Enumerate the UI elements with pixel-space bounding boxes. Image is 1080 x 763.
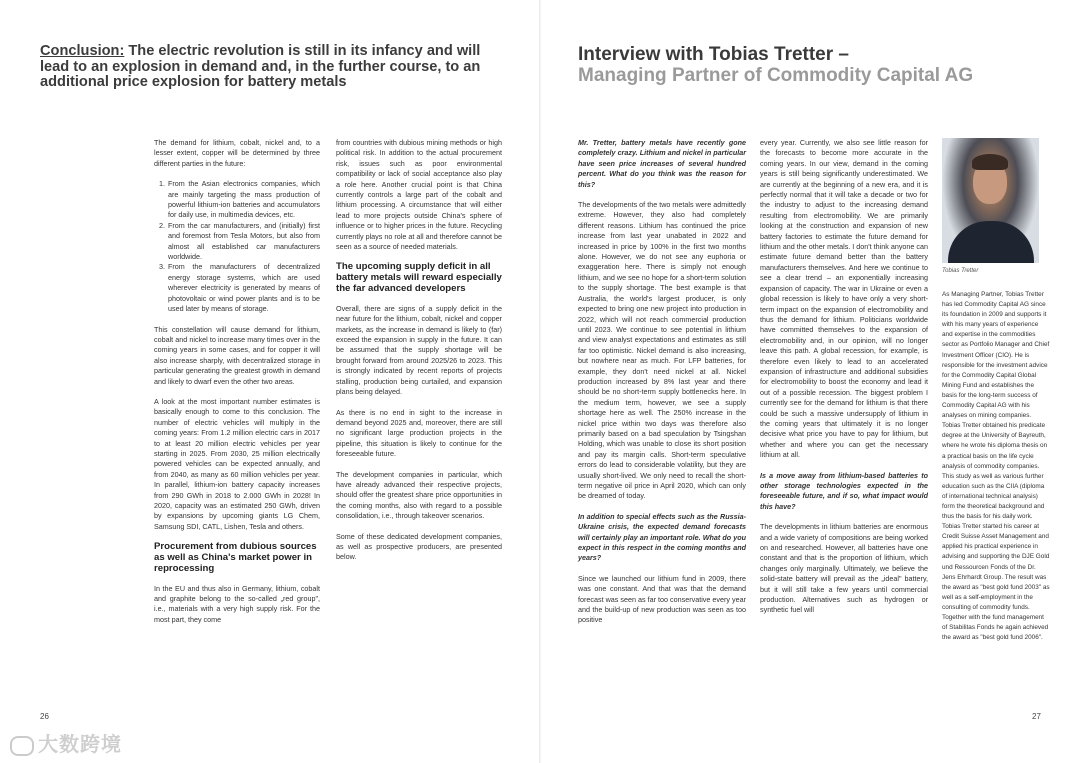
watermark	[10, 728, 122, 757]
watermark-text: 大数跨境	[38, 732, 122, 756]
right-column-1	[578, 138, 746, 636]
interview-question: In addition to special effects such as the Russia-Ukraine crisis, the expected demand forecasts will certainly play an important role. What do you expect in this respect in the coming months and years?	[578, 511, 746, 563]
right-column-2	[760, 138, 928, 626]
section-heading: Procurement from dubious sources as well as China's market power in reprocessing	[154, 541, 317, 574]
list-item: 2. From the car manufacturers, and (initially) first and foremost from Tesla Motors, but also from almost all established car manufacturers worldwide.	[167, 221, 320, 263]
interview-title	[578, 44, 1048, 86]
paragraph: The development companies in particular, which have already advanced their respective projects, should offer the greatest share price opportunities in the coming months, also with regard to a possible consolidation, i.e., through takeover scenarios.	[336, 469, 502, 521]
portrait-suit	[948, 221, 1034, 263]
paragraph: A look at the most important number estimates is basically enough to come to this conclusion. The number of electric vehicles will multiply in the coming years: From 1.2 million electric cars in 2017 to at least 20 million electric vehicles per year starting in 2025. From 2030, 25 million electrically powered vehicles can be expected annually, and from 2040, as many as 60 million vehicles per year. In parallel, lithium-ion battery capacity increases from 290 GWh in 2018 to 2.000 GWh in 2028! In 2020, capacity was an estimated 250 GWh, driven by expansions by upcoming giants LG Chem, Samsung SDI, CATL, Lishen, Tesla and others.	[154, 396, 320, 531]
left-column-2	[336, 138, 502, 573]
portrait-photo	[942, 138, 1039, 263]
list-item: 3. From the manufacturers of decentralized energy storage systems, which are used wherever electricity is generated by means of photovoltaic or wind power plants and is to be used later by means of storage.	[167, 262, 320, 314]
left-column-1	[154, 138, 320, 635]
portrait-hair	[972, 154, 1008, 170]
interview-question: Is a move away from lithium-based batteries to other storage technologies expected in the foreseeable future, and if so, what impact would this have?	[760, 470, 928, 511]
paragraph: Overall, there are signs of a supply deficit in the near future for the lithium, cobalt, nickel and copper markets, as the increase in demand is likely to (far) exceed the expansion in supply in the future. It can be assumed that the supply shortage will be brought forward from around 2025/26 to 2023. This is strongly indicated by recent reports of projects stalling, production being curtailed, and expansion plans being delayed.	[336, 303, 502, 397]
paragraph: The demand for lithium, cobalt, nickel and, to a lesser extent, copper will be determined by three different parties in the future:	[154, 138, 320, 168]
page-number-right: 27	[1032, 712, 1041, 721]
paragraph: Since we launched our lithium fund in 2009, there was one constant. And that was that the demand forecast was seen as far too conservative every year and the build-up of new production was seen as too positive	[578, 573, 746, 625]
paragraph: Some of these dedicated development companies, as well as prospective producers, are presented below.	[336, 531, 502, 562]
paragraph: from countries with dubious mining methods or high political risk. In addition to the actual procurement risk, issues such as poor environmental compatibility or lack of social acceptance also play a role here. Another crucial point is that China currently controls a large part of the cobalt and lithium processing. A circumstance that will either lead to more projects outside China's sphere of influence or to higher prices in the future. Recycling currently plays no role at all and therefore cannot be seen as a source of needed materials.	[336, 138, 502, 252]
paragraph: As there is no end in sight to the increase in demand beyond 2025 and, moreover, there are still no significant large production projects in the pipeline, this situation is likely to continue for the foreseeable future.	[336, 407, 502, 459]
interview-title-line1: Interview with Tobias Tretter –	[578, 44, 849, 65]
bio-text: As Managing Partner, Tobias Tretter has led Commodity Capital AG since its foundation in 2009 and supports it with his many years of experience and expertise in the commodities sector as Portfolio Manager and Chief Investment Officer (CIO). He is responsible for the investment advice for the Commodity Capital Global Mining Fund and establishes the basis for the long-term success of Commodity Capital AG with his analyses on mining companies. Tobias Tretter obtained his predicate degree at the University of Bayreuth, where he wrote his diploma thesis on a practical basis on the life cycle analysis of commodity companies. This study as well as various further education such as the CIIA (diploma of international technical analysis) form the theoretical background and thus the basis for his daily work. Tobias Tretter started his career at Credit Suisse Asset Management and applied his practical experience in advising and supporting the DJE Gold und Ressourcen Fonds of the Dr. Jens Ehrhardt Group. The result was the award as "best gold fund 2003" as well as a self-employment in the consulting of commodity funds. Together with the fund management of Stabilitas Fonds he again achieved the award as "best gold fund 2006".	[942, 291, 1050, 642]
paragraph: every year. Currently, we also see little reason for the forecasts to become more accurate in the coming years. In our view, demand in the coming years is still being significantly underestimated. We are currently at the beginning of a new era, and it is perfectly normal that it will take a decade or two for the industry to adjust to the increasing demand resulting from electromobility. We are primarily looking at the construction and expansion of new battery factories to estimate the future demand for lithium and the other metals. I don't think anyone can estimate future demand better than the battery manufacturers themselves. And here we continue to see a clear trend – an exponentially increasing expansion of capacity. The war in Ukraine or even a global recession is likely to have only a very short-term impact on the expansion of electromobility and thus the demand for lithium. Politicians worldwide have committed themselves to the expansion of electromobility and, in our opinion, will no longer leave this path. A global recession, for example, is therefore even likely to lead to an accelerated expansion of infrastructure and additional subsidies for electromobility to boost the economy and lead it out of a possible recession. The biggest problem I currently see for the demand for lithium is that there could be such a massive undersupply of lithium in the coming years that ultimately it is no longer decisive what price you have to pay for lithium, but whether and where you can get the necessary lithium at all.	[760, 138, 928, 460]
paragraph: The developments of the two metals were admittedly extreme. However, they also had completely different reasons. Lithium has continued the price increase from last year unabated in 2022 and increased in price by 100% in the first two months alone. However, we do not see any euphoria or exaggeration here. There is simply not enough lithium, and we see no hope for a short-term solution to the supply shortage. The best example is that Australia, the world's largest producer, is only expected to bring one new project into production in 2022, which will not reach commercial production until 2023. We continue to see potential in lithium and view analyst expectations and estimates as still far too optimistic. Nickel demand is also increasing, but nowhere near as much. For LFP batteries, for example, they don't need nickel at all. Nickel production increased by 8% last year and there should be no short-term supply bottlenecks here. In the medium term, however, we see a supply shortage here as well. The 250% increase in the nickel price within two days was therefore also primarily based on a bad speculation by Tsingshan Holding, which was unable to close its short position and pay its margin calls. Short-term speculative errors do lead to considerable volatility, but they are usually short-lived. We only need to recall the short-term negative oil price in April 2020, which can only be dreamed of today.	[578, 200, 746, 501]
paragraph: In the EU and thus also in Germany, lithium, cobalt and graphite belong to the so-called „red group", i.e., materials with a very high supply risk. For the most part, they come	[154, 583, 320, 624]
conclusion-text: The electric revolution is still in its infancy and will lead to an explosion in demand and, in the further course, to an additional price explosion for battery metals	[40, 43, 481, 91]
paragraph: The developments in lithium batteries are enormous and a wide variety of compositions are being worked on and researched. However, all batteries have one constant and that is the proportion of lithium, which changes only marginally. Ultimately, we believe the solid-state battery will prevail as the „ideal" battery, but it will still take a few years until commercial production. Alternatives such as hydrogen or synthetic fuel will	[760, 522, 928, 615]
interview-title-line2: Managing Partner of Commodity Capital AG	[578, 65, 974, 86]
photo-caption: Tobias Tretter	[942, 268, 979, 274]
list-item: 1. From the Asian electronics companies, which are mainly targeting the mass production of powerful lithium-ion batteries and accumulators for daily use, in multimedia devices, etc.	[167, 179, 320, 221]
paragraph: This constellation will cause demand for lithium, cobalt and nickel to increase many times over in the coming years in some cases, and for copper it will also increase sharply, with decentralized storage in particular generating the greatest growth in demand and likely to dwarf even the other two areas.	[154, 324, 320, 386]
watermark-logo-icon	[10, 736, 34, 756]
section-heading: The upcoming supply deficit in all battery metals will reward especially the far advanced developers	[336, 261, 502, 295]
conclusion-label: Conclusion:	[40, 43, 125, 59]
demand-list	[154, 179, 320, 314]
conclusion-heading	[40, 44, 510, 91]
interview-question: Mr. Tretter, battery metals have recently gone completely crazy. Lithium and nickel in particular have seen price increases of several hundred percent. What do you think was the reason for this?	[578, 138, 746, 189]
page-number-left: 26	[40, 712, 49, 721]
page-fold	[539, 0, 541, 763]
